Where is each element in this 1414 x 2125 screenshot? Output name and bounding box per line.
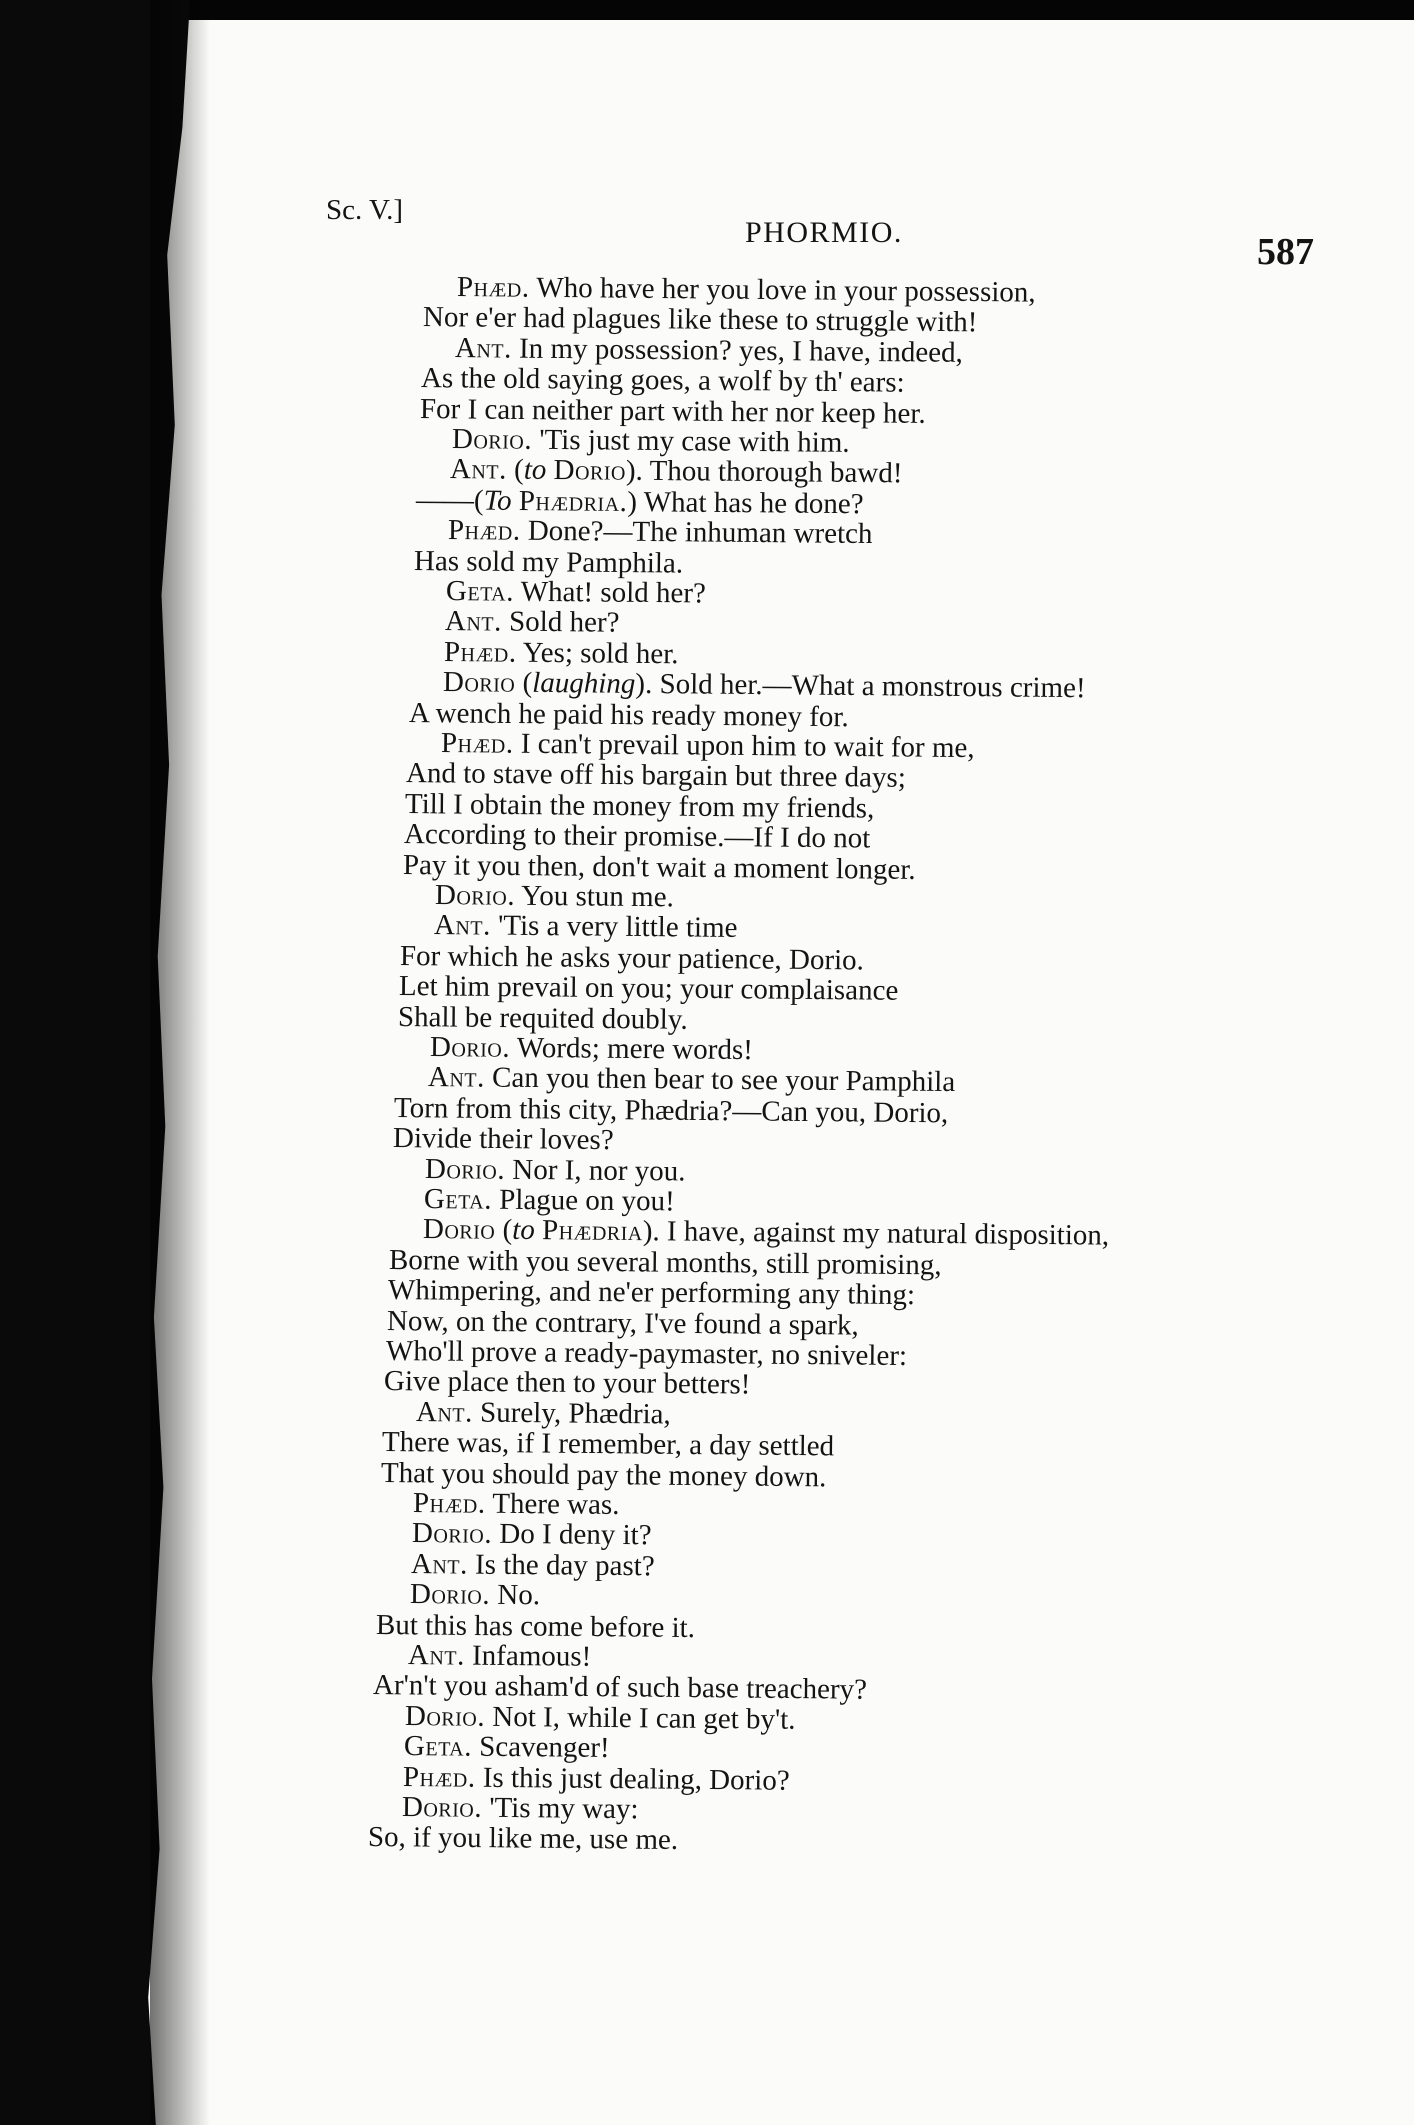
header-section-label: Sc. V.] bbox=[326, 194, 404, 226]
text-line bbox=[411, 1549, 655, 1581]
speaker-name: Phæd. bbox=[448, 514, 521, 547]
speaker-name: Ant. bbox=[433, 909, 491, 942]
speaker-name: Ant. bbox=[407, 1639, 465, 1672]
line-text: Whimpering, and ne'er performing any thing: bbox=[387, 1274, 915, 1312]
line-text: 'Tis just my case with him. bbox=[531, 423, 850, 459]
text-line bbox=[424, 1184, 675, 1216]
line-text: 'Tis my way: bbox=[482, 1791, 639, 1826]
text-line bbox=[384, 1366, 751, 1400]
speaker-name: Ant. bbox=[428, 1061, 486, 1094]
speaker-name: Phæd. bbox=[403, 1760, 476, 1794]
line-text: Scavenger! bbox=[472, 1730, 611, 1765]
text-line bbox=[450, 454, 903, 488]
text-line bbox=[416, 1397, 671, 1429]
line-text: What! sold her? bbox=[513, 575, 707, 610]
speaker-name: Dorio. bbox=[451, 423, 532, 456]
text-line bbox=[402, 1792, 639, 1824]
line-text: But this has come before it. bbox=[375, 1608, 695, 1644]
line-text: Who'll prove a ready-paymaster, no sniveler: bbox=[385, 1335, 907, 1373]
speaker-name: Dorio. bbox=[411, 1517, 493, 1551]
text-line bbox=[404, 819, 871, 853]
line-text: Borne with you several months, still promising, bbox=[388, 1243, 942, 1282]
speaker-name: Dorio. bbox=[405, 1699, 486, 1733]
line-text: Let him prevail on you; your complaisance bbox=[398, 970, 899, 1007]
line-text: Surely, Phædria, bbox=[473, 1396, 672, 1431]
speaker-name: Ant. bbox=[454, 331, 512, 365]
line-text: Who have her you love in your possession, bbox=[529, 271, 1036, 309]
line-text: A wench he paid his ready money for. bbox=[408, 696, 849, 733]
line-text: Yes; sold her. bbox=[516, 636, 679, 671]
text-line bbox=[414, 546, 683, 579]
speaker-name: Dorio. bbox=[434, 879, 516, 912]
speaker-name: Phædria. bbox=[519, 484, 628, 518]
page-number: 587 bbox=[1257, 231, 1314, 273]
speaker-name: Geta. bbox=[445, 575, 515, 608]
stage-direction: to bbox=[512, 1214, 535, 1247]
header-title: PHORMIO. bbox=[745, 216, 903, 249]
speaker-name: Phæd. bbox=[456, 271, 530, 304]
text-line bbox=[397, 1002, 687, 1035]
text-line bbox=[421, 363, 905, 398]
text-line bbox=[404, 1731, 610, 1763]
line-text: Done?—The inhuman wretch bbox=[520, 514, 873, 551]
line-text: ( bbox=[507, 453, 525, 487]
text-line bbox=[435, 880, 674, 912]
stage-direction: laughing bbox=[531, 667, 636, 701]
line-text: For I can neither part with her nor keep her. bbox=[419, 392, 926, 430]
line-text: Not I, while I can get by't. bbox=[485, 1700, 797, 1736]
line-text: Divide their loves? bbox=[393, 1122, 615, 1157]
line-text: Words; mere words! bbox=[509, 1031, 753, 1067]
speaker-name: Dorio bbox=[422, 1213, 496, 1247]
line-text: ( bbox=[514, 666, 533, 700]
text-line bbox=[403, 1762, 790, 1796]
line-text: Ar'n't you asham'd of such base treachery? bbox=[373, 1669, 868, 1707]
line-text: You stun me. bbox=[514, 879, 675, 914]
speaker-name: Dorio bbox=[442, 666, 516, 699]
text-line bbox=[405, 1701, 796, 1735]
speaker-name: Ant. bbox=[416, 1395, 474, 1429]
stage-direction: To bbox=[483, 484, 513, 517]
line-text: ( bbox=[495, 1214, 513, 1247]
line-text: According to their promise.—If I do not bbox=[404, 818, 871, 855]
line-text: And to stave off his bargain but three days; bbox=[406, 757, 907, 795]
text-line bbox=[412, 1518, 652, 1550]
line-text: Nor I, nor you. bbox=[505, 1153, 686, 1188]
line-text: ). I have, against my natural disposition, bbox=[642, 1215, 1110, 1252]
text-line bbox=[410, 1579, 540, 1610]
line-text: ). Sold her.—What a monstrous crime! bbox=[634, 668, 1086, 705]
line-text: That you should pay the money down. bbox=[381, 1456, 827, 1493]
text-line bbox=[445, 606, 620, 638]
line-text: Is the day past? bbox=[467, 1548, 655, 1583]
line-text: Do I deny it? bbox=[491, 1518, 652, 1552]
speaker-name: Ant. bbox=[410, 1547, 468, 1581]
text-line bbox=[448, 515, 873, 549]
line-text: Give place then to your betters! bbox=[384, 1365, 752, 1401]
line-text: In my possession? yes, I have, indeed, bbox=[511, 332, 963, 369]
line-text: Now, on the contrary, I've found a spark, bbox=[386, 1304, 859, 1342]
line-text: Plague on you! bbox=[491, 1183, 676, 1218]
line-text: Has sold my Pamphila. bbox=[413, 544, 684, 580]
speaker-name: Phæd. bbox=[412, 1487, 486, 1520]
line-text: ). Thou thorough bawd! bbox=[626, 455, 904, 490]
text-line bbox=[434, 910, 738, 943]
text-line bbox=[425, 1154, 686, 1186]
line-text: Is this just dealing, Dorio? bbox=[475, 1761, 791, 1797]
line-text: ) What has he done? bbox=[627, 485, 865, 521]
speaker-name: Geta. bbox=[404, 1730, 473, 1763]
text-line bbox=[368, 1822, 678, 1855]
line-text: For which he asks your patience, Dorio. bbox=[399, 939, 864, 977]
line-text: Till I obtain the money from my friends, bbox=[405, 787, 875, 825]
speaker-name: Geta. bbox=[423, 1183, 493, 1216]
line-text: There was. bbox=[485, 1487, 620, 1521]
line-text: Can you then bear to see your Pamphila bbox=[485, 1061, 956, 1099]
text-line bbox=[382, 1427, 834, 1461]
speaker-name: Phædria bbox=[541, 1214, 643, 1248]
line-text: Pay it you then, don't wait a moment longer. bbox=[402, 848, 916, 886]
stage-direction: to bbox=[524, 454, 547, 487]
line-text: So, if you like me, use me. bbox=[367, 1821, 679, 1857]
line-text: Torn from this city, Phædria?—Can you, Dorio, bbox=[394, 1091, 949, 1130]
line-text: Sold her? bbox=[501, 605, 620, 640]
line-text: No. bbox=[489, 1578, 540, 1612]
text-line bbox=[393, 1123, 614, 1155]
speaker-name: Phæd. bbox=[443, 635, 517, 669]
line-text: Shall be requited doubly. bbox=[397, 1000, 688, 1036]
speaker-name: Phæd. bbox=[440, 727, 514, 760]
text-line bbox=[376, 1610, 695, 1643]
line-text: ——( bbox=[416, 483, 485, 517]
text-line bbox=[446, 576, 706, 608]
line-text: I can't prevail upon him to wait for me, bbox=[512, 727, 975, 765]
speaker-name: Dorio bbox=[553, 454, 627, 488]
speaker-name: Dorio. bbox=[401, 1791, 483, 1824]
speaker-name: Dorio. bbox=[425, 1152, 506, 1186]
line-text: Nor e'er had plagues like these to struggle with! bbox=[422, 301, 978, 339]
speaker-name: Ant. bbox=[444, 605, 502, 638]
line-text: As the old saying goes, a wolf by th' ears: bbox=[420, 362, 905, 399]
line-text: There was, if I remember, a day settled bbox=[382, 1426, 835, 1463]
speaker-name: Dorio. bbox=[429, 1031, 510, 1064]
text-line bbox=[407, 1640, 591, 1672]
text-line bbox=[413, 1488, 620, 1520]
speaker-name: Dorio. bbox=[409, 1578, 491, 1611]
text-line bbox=[444, 637, 679, 669]
text-line bbox=[429, 1032, 752, 1065]
line-text: 'Tis a very little time bbox=[490, 909, 738, 945]
line-text: Infamous! bbox=[464, 1639, 592, 1673]
speaker-name: Ant. bbox=[450, 453, 508, 486]
